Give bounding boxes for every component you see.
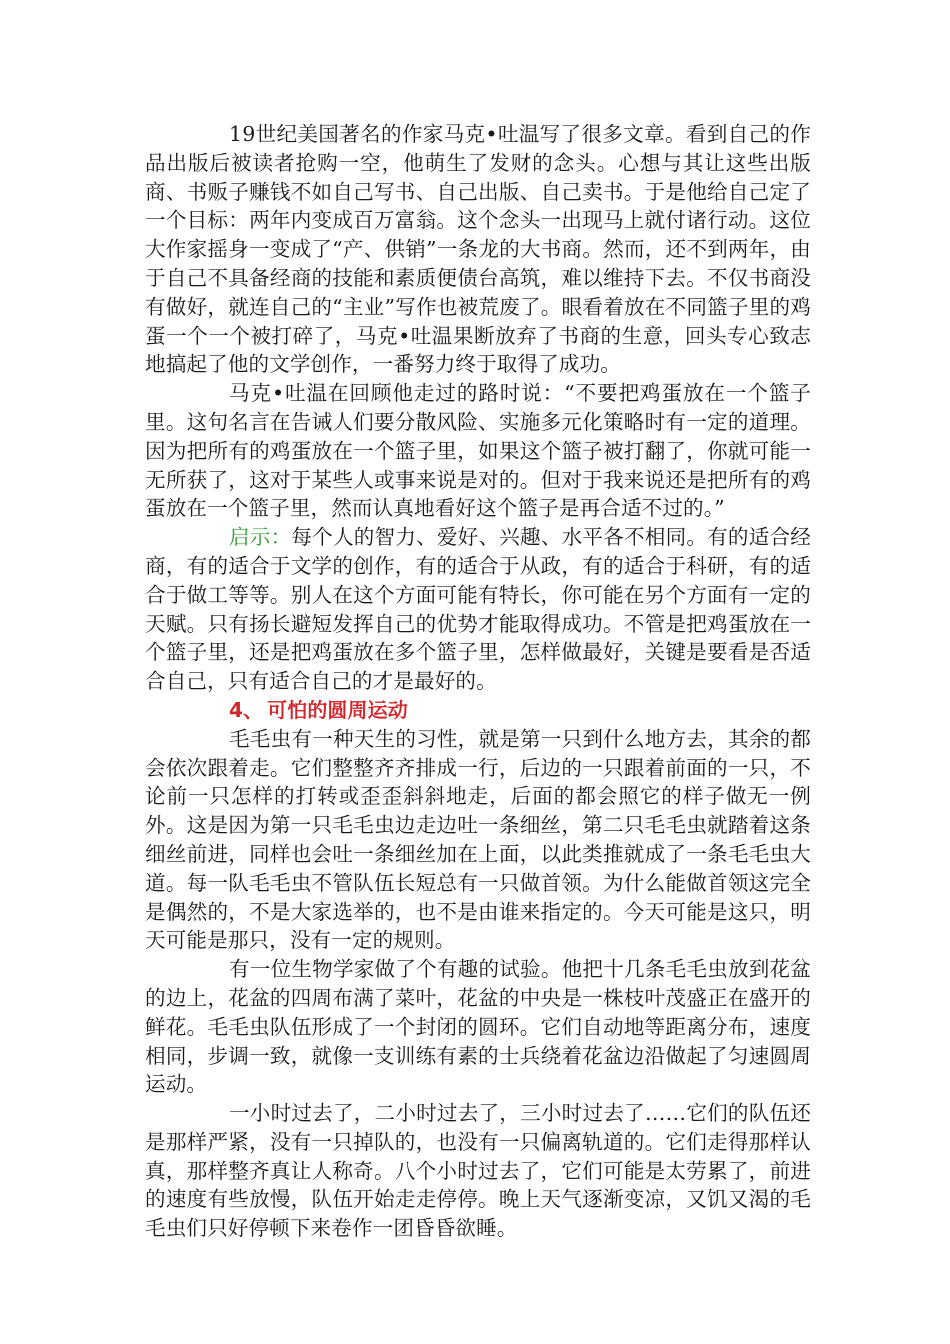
paragraph-caterpillar-habit: 毛毛虫有一种天生的习性，就是第一只到什么地方去，其余的都会依次跟着走。它们整整齐齐排成一行，后边的一只跟着前面的一只，不论前一只怎样的打转或歪歪斜斜地走，后面的都会照它的样子做无一例外。这是因为第一只毛毛虫边走边吐一条细丝，第二只毛毛虫就踏着这条细丝前进，同样也会吐一条细丝加在上面，以此类推就成了一条毛毛虫大道。每一队毛毛虫不管队伍长短总有一只做首领。为什么能做首领这完全是偶然的，不是大家选举的，也不是由谁来指定的。今天可能是这只，明天可能是那只，没有一定的规则。 <box>145 726 811 953</box>
paragraph-insight <box>145 523 811 696</box>
paragraph-mark-twain-story: 19世纪美国著名的作家马克•吐温写了很多文章。看到自己的作品出版后被读者抢购一空，他萌生了发财的念头。心想与其让这些出版商、书贩子赚钱不如自己写书、自己出版、自己卖书。于是他给自己定了一个目标：两年内变成百万富翁。这个念头一出现马上就付诸行动。这位大作家摇身一变成了“产、供销”一条龙的大书商。然而，还不到两年，由于自己不具备经商的技能和素质便债台高筑，难以维持下去。不仅书商没有做好，就连自己的“主业”写作也被荒废了。眼看着放在不同篮子里的鸡蛋一个一个被打碎了，马克•吐温果断放弃了书商的生意，回头专心致志地搞起了他的文学创作，一番努力终于取得了成功。 <box>145 122 811 377</box>
section-title: 可怕的圆周运动 <box>267 697 408 722</box>
paragraph-caterpillar-experiment: 有一位生物学家做了个有趣的试验。他把十几条毛毛虫放到花盆的边上，花盆的四周布满了菜叶，花盆的中央是一株枝叶茂盛正在盛开的鲜花。毛毛虫队伍形成了一个封闭的圆环。它们自动地等距离分布，速度相同，步调一致，就像一支训练有素的士兵绕着花盆边沿做起了匀速圆周运动。 <box>145 957 811 1097</box>
section-heading <box>145 696 811 725</box>
document-body <box>145 120 811 1243</box>
section-number: 4、 <box>229 697 264 722</box>
insight-label: 启示： <box>229 525 292 550</box>
paragraph-mark-twain-quote: 马克•吐温在回顾他走过的路时说：“不要把鸡蛋放在一个篮子里。这句名言在告诫人们要分散风险、实施多元化策略时有一定的道理。因为把所有的鸡蛋放在一个篮子里，如果这个篮子被打翻了，你就可能一无所获了，这对于某些人或事来说是对的。但对于我来说还是把所有的鸡蛋放在一个篮子里，然而认真地看好这个篮子是再合适不过的。” <box>145 381 811 521</box>
paragraph-caterpillar-hours: 一小时过去了，二小时过去了，三小时过去了……它们的队伍还是那样严紧，没有一只掉队的，也没有一只偏离轨道的。它们走得那样认真，那样整齐真让人称奇。八个小时过去了，它们可能是太劳累了，前进的速度有些放慢，队伍开始走走停停。晚上天气逐渐变凉，又饥又渴的毛毛虫们只好停顿下来卷作一团昏昏欲睡。 <box>145 1101 811 1241</box>
insight-text: 每个人的智力、爱好、兴趣、水平各不相同。有的适合经商，有的适合于文学的创作，有的适合于从政，有的适合于科研，有的适合于做工等等。别人在这个方面可能有特长，你可能在另个方面有一定的天赋。只有扬长避短发挥自己的优势才能取得成功。不管是把鸡蛋放在一个篮子里，还是把鸡蛋放在多个篮子里，怎样做最好，关键是要看是否适合自己，只有适合自己的才是最好的。 <box>145 525 811 694</box>
